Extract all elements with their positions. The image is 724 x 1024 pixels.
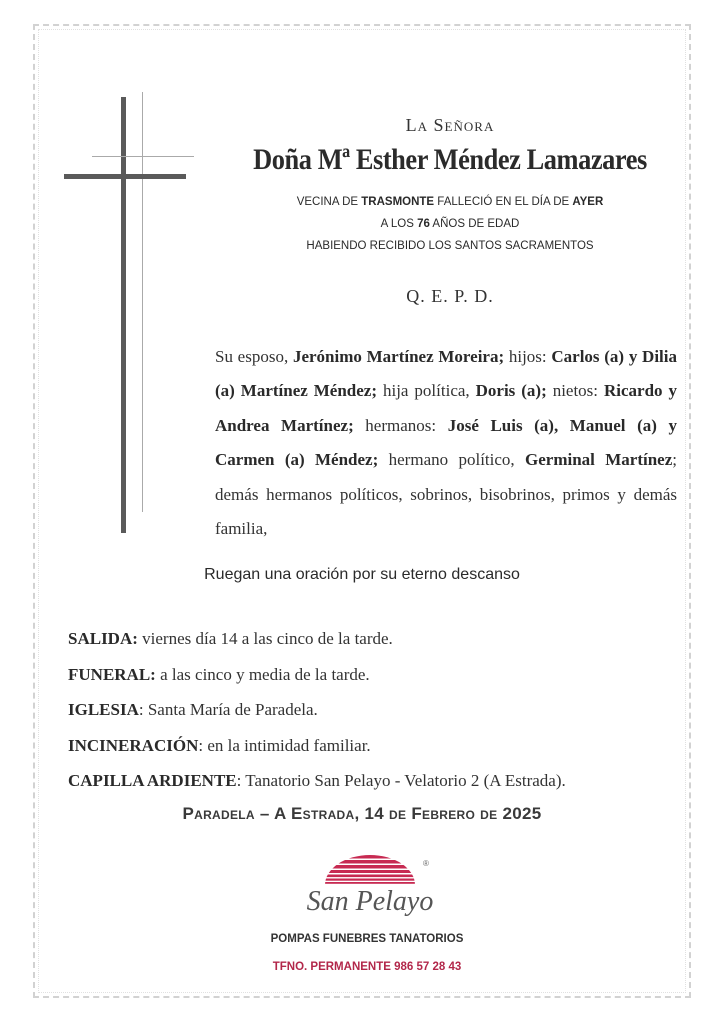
qepd: Q. E. P. D. bbox=[406, 286, 494, 306]
detail-text: : en la intimidad familiar. bbox=[198, 735, 371, 755]
cross-vertical-line bbox=[142, 92, 143, 512]
title-la-senora: La Señora bbox=[405, 115, 495, 135]
detail-text: a las cinco y media de la tarde. bbox=[155, 664, 370, 684]
detail-text: viernes día 14 a las cinco de la tarde. bbox=[137, 629, 393, 648]
family-name-bold: Ricardo y Andrea Martínez; bbox=[215, 381, 677, 435]
detail-row bbox=[68, 767, 688, 803]
cross-horizontal-line bbox=[92, 156, 194, 157]
detail-label: INCINERACIÓN bbox=[68, 735, 199, 755]
detail-label: IGLESIA bbox=[68, 700, 139, 719]
logo-registered-mark: ® bbox=[423, 859, 429, 868]
detail-label: CAPILLA ARDIENTE bbox=[68, 771, 237, 790]
family-text: nietos: bbox=[546, 381, 604, 401]
death-prefix: FALLECIÓ EN EL DÍA DE bbox=[434, 196, 573, 208]
family-paragraph bbox=[215, 340, 677, 546]
residence-line bbox=[200, 196, 700, 208]
age-prefix: A LOS bbox=[380, 218, 418, 230]
family-name-bold: Jerónimo Martínez Moreira; bbox=[292, 347, 505, 366]
sacraments-line: HABIENDO RECIBIDO LOS SANTOS SACRAMENTOS bbox=[306, 240, 594, 252]
san-pelayo-logo bbox=[295, 850, 445, 920]
age-suffix: AÑOS DE EDAD bbox=[429, 218, 520, 230]
service-details bbox=[68, 625, 688, 803]
family-text: hermano político, bbox=[378, 450, 526, 470]
prayer-line: Ruegan una oración por su eterno descanso bbox=[204, 566, 520, 583]
detail-row bbox=[68, 661, 688, 697]
family-name-bold: Carlos (a) y Dilia (a) Martínez Méndez; bbox=[215, 347, 677, 401]
logo-wordmark: San Pelayo bbox=[306, 886, 434, 917]
logo-sunrise-icon bbox=[325, 855, 415, 884]
family-text: Su esposo, bbox=[215, 347, 293, 366]
detail-row bbox=[68, 625, 688, 661]
family-name-bold: Germinal Martínez bbox=[525, 450, 673, 470]
residence-prefix: VECINA DE bbox=[296, 196, 362, 208]
detail-text: : Tanatorio San Pelayo - Velatorio 2 (A Estrada). bbox=[236, 771, 566, 790]
place-date: Paradela – A Estrada, 14 de Febrero de 2025 bbox=[182, 804, 542, 823]
deceased-name: Doña Mª Esther Méndez Lamazares bbox=[253, 143, 647, 176]
cross-vertical-bar bbox=[121, 97, 126, 533]
family-text: ; demás hermanos políticos, sobrinos, bisobrinos, primos y demás familia, bbox=[215, 450, 678, 539]
detail-label: SALIDA: bbox=[68, 629, 138, 648]
phone-number: TFNO. PERMANENTE 986 57 28 43 bbox=[272, 961, 462, 973]
family-text: hija política, bbox=[377, 381, 476, 401]
cross-horizontal-bar bbox=[64, 174, 186, 179]
detail-row bbox=[68, 696, 688, 732]
death-day: AYER bbox=[572, 196, 604, 208]
family-name-bold: Doris (a); bbox=[475, 381, 547, 401]
family-text: hijos: bbox=[504, 347, 552, 366]
age-line bbox=[200, 218, 700, 230]
detail-label: FUNERAL: bbox=[68, 664, 156, 684]
company-description: POMPAS FUNEBRES TANATORIOS bbox=[270, 933, 464, 945]
detail-text: : Santa María de Paradela. bbox=[138, 700, 318, 719]
detail-row bbox=[68, 732, 688, 768]
age-value: 76 bbox=[417, 218, 430, 230]
family-text: hermanos: bbox=[353, 415, 448, 435]
family-name-bold: José Luis (a), Manuel (a) y Carmen (a) Méndez; bbox=[215, 415, 677, 470]
residence-place: TRASMONTE bbox=[361, 196, 435, 208]
